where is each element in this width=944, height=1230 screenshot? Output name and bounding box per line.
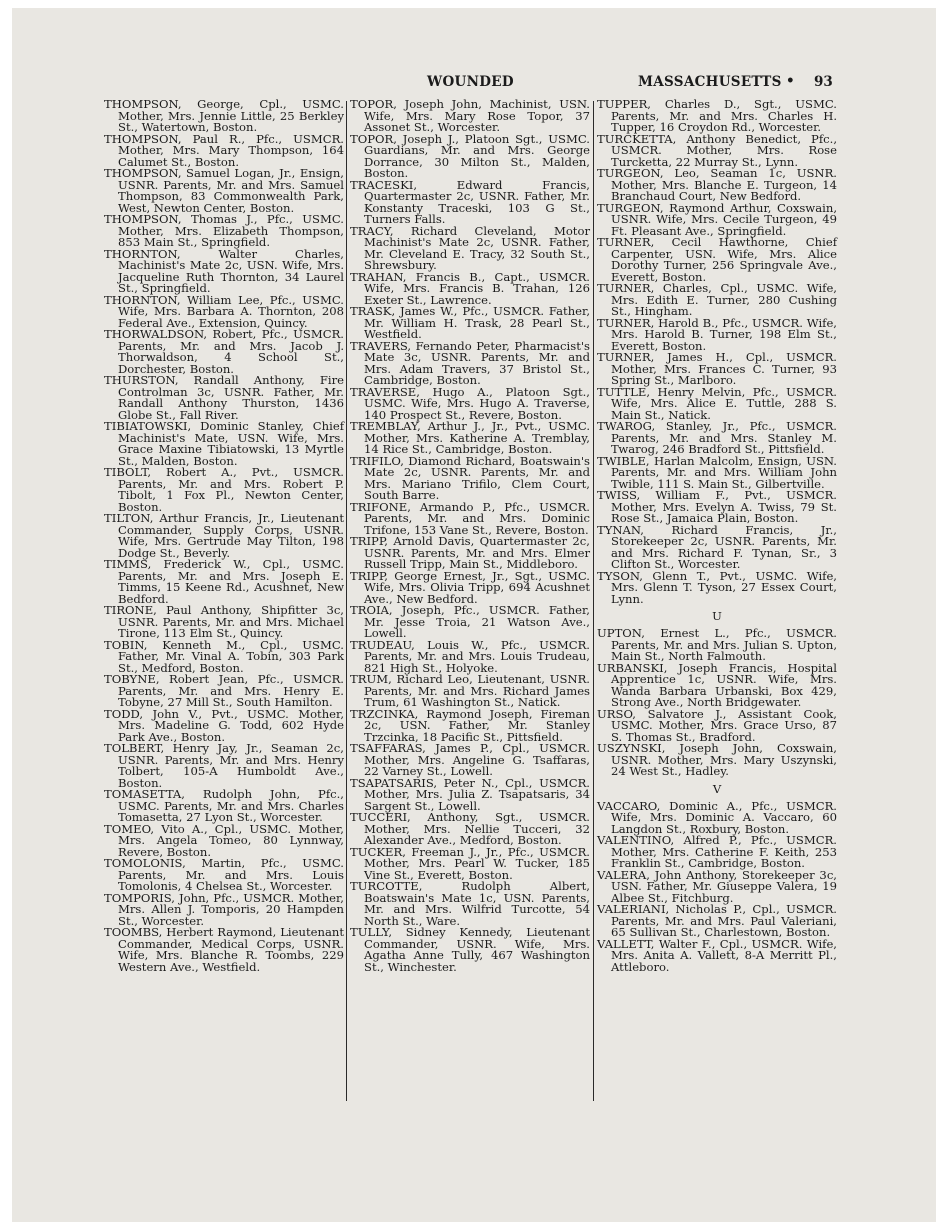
casualty-entry: TRAVERSE, Hugo A., Platoon Sgt., USMC. Wife, Mrs. Hugo A. Traverse, 140 Prospect St., Revere, Boston. <box>350 384 590 422</box>
casualty-entry: THORNTON, Walter Charles, Machinist's Mate 2c, USN. Wife, Mrs. Jacqueline Ruth Thornton, 34 Laurel St., Springfield. <box>104 246 344 295</box>
casualty-entry: TWISS, William F., Pvt., USMCR. Mother, Mrs. Evelyn A. Twiss, 79 St. Rose St., Jamaica Plain, Boston. <box>597 488 837 525</box>
section-letter: V <box>712 781 722 796</box>
casualty-entry: THOMPSON, George, Cpl., USMC. Mother, Mrs. Jennie Little, 25 Berkley St., Watertown, Boston. <box>104 97 344 134</box>
casualty-entry: URBANSKI, Joseph Francis, Hospital Apprentice 1c, USNR. Wife, Mrs. Wanda Barbara Urbanski, Box 429, Strong Ave., North Bridgewater. <box>597 660 837 709</box>
casualty-entry: TYSON, Glenn T., Pvt., USMC. Wife, Mrs. Glenn T. Tyson, 27 Essex Court, Lynn. <box>597 568 837 606</box>
casualty-entry: TURNER, James H., Cpl., USMCR. Mother, Mrs. Frances C. Turner, 93 Spring St., Marlboro. <box>597 350 837 387</box>
column-divider <box>593 101 594 1101</box>
casualty-entry: TOOMBS, Herbert Raymond, Lieutenant Commander, Medical Corps, USNR. Wife, Mrs. Blanche R. Toombs, 229 Western Ave., Westfield. <box>104 925 344 974</box>
casualty-entry: TURNER, Cecil Hawthorne, Chief Carpenter, USN. Wife, Mrs. Alice Dorothy Turner, 256 Springvale Ave., Everett, Boston. <box>597 235 837 284</box>
casualty-entry: TRAVERS, Fernando Peter, Pharmacist's Mate 3c, USNR. Parents, Mr. and Mrs. Adam Travers, 37 Bristol St., Cambridge, Boston. <box>350 338 590 387</box>
casualty-entry: TURGEON, Leo, Seaman 1c, USNR. Mother, Mrs. Blanche E. Turgeon, 14 Branchaud Court, New Bedford. <box>597 166 837 203</box>
casualty-entry: TRAHAN, Francis B., Capt., USMCR. Wife, Mrs. Francis B. Trahan, 126 Exeter St., Lawrence. <box>350 269 590 307</box>
casualty-entry: THURSTON, Randall Anthony, Fire Controlman 3c, USNR. Father, Mr. Randall Anthony Thurston, 1436 Globe St., Fall River. <box>104 373 344 422</box>
casualty-entry: TREMBLAY, Arthur J., Jr., Pvt., USMC. Mother, Mrs. Katherine A. Tremblay, 14 Rice St., Cambridge, Boston. <box>350 419 590 456</box>
header-state-name: MASSACHUSETTS <box>638 74 782 90</box>
column-2 <box>350 99 590 973</box>
casualty-entry: TWAROG, Stanley, Jr., Pfc., USMCR. Parents, Mr. and Mrs. Stanley M. Twarog, 246 Bradford St., Pittsfield. <box>597 419 837 456</box>
casualty-entry: TURCKETTA, Anthony Benedict, Pfc., USMCR. Mother, Mrs. Rose Turcketta, 22 Murray St., Lynn. <box>597 131 837 169</box>
casualty-entry: TRASK, James W., Pfc., USMCR. Father, Mr. William H. Trask, 28 Pearl St., Westfield. <box>350 304 590 341</box>
casualty-entry: THOMPSON, Samuel Logan, Jr., Ensign, USNR. Parents, Mr. and Mrs. Samuel Thompson, 83 Commonwealth Park, West, Newton Center, Boston. <box>104 166 344 215</box>
casualty-entry: USZYNSKI, Joseph John, Coxswain, USNR. Mother, Mrs. Mary Uszynski, 24 West St., Hadley. <box>597 741 837 778</box>
page-header <box>12 74 936 96</box>
column-3 <box>597 99 837 973</box>
casualty-entry: TROIA, Joseph, Pfc., USMCR. Father, Mr. Jesse Troia, 21 Watson Ave., Lowell. <box>350 603 590 640</box>
casualty-entry: THORNTON, William Lee, Pfc., USMC. Wife, Mrs. Barbara A. Thornton, 208 Federal Ave., Extension, Quincy. <box>104 292 344 330</box>
casualty-entry: TOPOR, Joseph J., Platoon Sgt., USMC. Guardians, Mr. and Mrs. George Dorrance, 30 Milton St., Malden, Boston. <box>350 131 590 180</box>
casualty-entry: TOLBERT, Henry Jay, Jr., Seaman 2c, USNR. Parents, Mr. and Mrs. Henry Tolbert, 105-A Humboldt Ave., Boston. <box>104 741 344 790</box>
casualty-entry: VACCARO, Dominic A., Pfc., USMCR. Wife, Mrs. Dominic A. Vaccaro, 60 Langdon St., Roxbury, Boston. <box>597 798 837 836</box>
column-divider <box>346 101 347 1101</box>
casualty-entry: TULLY, Sidney Kennedy, Lieutenant Commander, USNR. Wife, Mrs. Agatha Anne Tully, 467 Washington St., Winchester. <box>350 925 590 974</box>
casualty-entry: THOMPSON, Thomas J., Pfc., USMC. Mother, Mrs. Elizabeth Thompson, 853 Main St., Springfield. <box>104 212 344 249</box>
column-1 <box>104 99 344 973</box>
casualty-entry: TRIFONE, Armando P., Pfc., USMCR. Parents, Mr. and Mrs. Dominic Trifone, 153 Vane St., Revere, Boston. <box>350 499 590 537</box>
casualty-entry: TURCOTTE, Rudolph Albert, Boatswain's Mate 1c, USN. Parents, Mr. and Mrs. Wilfrid Turcotte, 54 North St., Ware. <box>350 879 590 928</box>
casualty-entry: TUPPER, Charles D., Sgt., USMC. Parents, Mr. and Mrs. Charles H. Tupper, 16 Croydon Rd., Worcester. <box>597 97 837 134</box>
casualty-entry: THOMPSON, Paul R., Pfc., USMCR. Mother, Mrs. Mary Thompson, 164 Calumet St., Boston. <box>104 131 344 169</box>
casualty-entry: TURNER, Charles, Cpl., USMC. Wife, Mrs. Edith E. Turner, 280 Cushing St., Hingham. <box>597 281 837 318</box>
header-bullet: • <box>786 73 795 89</box>
casualty-entry: VALLETT, Walter F., Cpl., USMCR. Wife, Mrs. Anita A. Vallett, 8-A Merritt Pl., Attleboro. <box>597 936 837 974</box>
casualty-entry: VALERIANI, Nicholas P., Cpl., USMCR. Parents, Mr. and Mrs. Paul Valeriani, 65 Sullivan St., Charlestown, Boston. <box>597 902 837 939</box>
casualty-entry: TIBIATOWSKI, Dominic Stanley, Chief Machinist's Mate, USN. Wife, Mrs. Grace Maxine Tibiatowski, 13 Myrtle St., Malden, Boston. <box>104 419 344 468</box>
casualty-entry: VALERA, John Anthony, Storekeeper 3c, USN. Father, Mr. Giuseppe Valera, 19 Albee St., Fitchburg. <box>597 867 837 905</box>
casualty-entry: TRACY, Richard Cleveland, Motor Machinist's Mate 2c, USNR. Father, Mr. Cleveland E. Tracy, 32 South St., Shrewsbury. <box>350 223 590 272</box>
casualty-entry: TUCKER, Freeman J., Jr., Pfc., USMCR. Mother, Mrs. Pearl W. Tucker, 185 Vine St., Everett, Boston. <box>350 844 590 882</box>
casualty-entry: TRUM, Richard Leo, Lieutenant, USNR. Parents, Mr. and Mrs. Richard James Trum, 61 Washington St., Natick. <box>350 672 590 709</box>
casualty-entry: URSO, Salvatore J., Assistant Cook, USMC. Mother, Mrs. Grace Urso, 87 S. Thomas St., Bradford. <box>597 706 837 744</box>
casualty-entry: TIMMS, Frederick W., Cpl., USMC. Parents, Mr. and Mrs. Joseph E. Timms, 15 Keene Rd., Acushnet, New Bedford. <box>104 557 344 606</box>
casualty-entry: TWIBLE, Harlan Malcolm, Ensign, USN. Parents, Mr. and Mrs. William John Twible, 111 S. Main St., Gilbertville. <box>597 453 837 491</box>
casualty-entry: TSAFFARAS, James P., Cpl., USMCR. Mother, Mrs. Angeline G. Tsaffaras, 22 Varney St., Lowell. <box>350 741 590 778</box>
casualty-entry: THORWALDSON, Robert, Pfc., USMCR. Parents, Mr. and Mrs. Jacob J. Thorwaldson, 4 School St., Dorchester, Boston. <box>104 327 344 376</box>
casualty-entry: TOMOLONIS, Martin, Pfc., USMC. Parents, Mr. and Mrs. Louis Tomolonis, 4 Chelsea St., Worcester. <box>104 856 344 893</box>
casualty-entry: TRIPP, Arnold Davis, Quartermaster 2c, USNR. Parents, Mr. and Mrs. Elmer Russell Tripp, Main St., Middleboro. <box>350 534 590 571</box>
casualty-entry: TURGEON, Raymond Arthur, Coxswain, USNR. Wife, Mrs. Cecile Turgeon, 49 Ft. Pleasant Ave., Springfield. <box>597 200 837 238</box>
section-letter: U <box>712 609 722 623</box>
casualty-entry: TUCCERI, Anthony, Sgt., USMCR. Mother, Mrs. Nellie Tucceri, 32 Alexander Ave., Medford, Boston. <box>350 810 590 847</box>
casualty-entry: TOMEO, Vito A., Cpl., USMC. Mother, Mrs. Angela Tomeo, 80 Lynnway, Revere, Boston. <box>104 821 344 859</box>
casualty-entry: TUTTLE, Henry Melvin, Pfc., USMCR. Wife, Mrs. Alice E. Tuttle, 288 S. Main St., Natick. <box>597 384 837 422</box>
casualty-entry: TOMASETTA, Rudolph John, Pfc., USMC. Parents, Mr. and Mrs. Charles Tomasetta, 27 Lyon St., Worcester. <box>104 787 344 824</box>
casualty-entry: UPTON, Ernest L., Pfc., USMCR. Parents, Mr. and Mrs. Julian S. Upton, Main St., North Falmouth. <box>597 626 837 663</box>
casualty-entry: VALENTINO, Alfred P., Pfc., USMCR. Mother, Mrs. Catherine F. Keith, 253 Franklin St., Cambridge, Boston. <box>597 833 837 870</box>
document-page <box>12 8 936 1222</box>
header-section-title: WOUNDED <box>427 74 514 90</box>
casualty-entry: TIBOLT, Robert A., Pvt., USMCR. Parents, Mr. and Mrs. Robert P. Tibolt, 1 Fox Pl., Newton Center, Boston. <box>104 465 344 514</box>
casualty-entry: TOPOR, Joseph John, Machinist, USN. Wife, Mrs. Mary Rose Topor, 37 Assonet St., Worcester. <box>350 97 590 134</box>
casualty-entry: TIRONE, Paul Anthony, Shipfitter 3c, USNR. Parents, Mr. and Mrs. Michael Tirone, 113 Elm St., Quincy. <box>104 603 344 640</box>
casualty-entry: TILTON, Arthur Francis, Jr., Lieutenant Commander, Supply Corps, USNR. Wife, Mrs. Gertrude May Tilton, 198 Dodge St., Beverly. <box>104 511 344 560</box>
casualty-entry: TRIFILO, Diamond Richard, Boatswain's Mate 2c, USNR. Parents, Mr. and Mrs. Mariano Trifilo, Clem Court, South Barre. <box>350 453 590 502</box>
page-number: 93 <box>814 74 833 90</box>
casualty-entry: TRUDEAU, Louis W., Pfc., USMCR. Parents, Mr. and Mrs. Louis Trudeau, 821 High St., Holyoke. <box>350 637 590 675</box>
casualty-entry: TOBIN, Kenneth M., Cpl., USMC. Father, Mr. Vinal A. Tobin, 303 Park St., Medford, Boston. <box>104 637 344 675</box>
casualty-entry: TRIPP, George Ernest, Jr., Sgt., USMC. Wife, Mrs. Olivia Tripp, 694 Acushnet Ave., New Bedford. <box>350 568 590 606</box>
casualty-entry: TRZCINKA, Raymond Joseph, Fireman 2c, USN. Father, Mr. Stanley Trzcinka, 18 Pacific St., Pittsfield. <box>350 706 590 744</box>
casualty-entry: TODD, John V., Pvt., USMC. Mother, Mrs. Madeline G. Todd, 602 Hyde Park Ave., Boston. <box>104 706 344 744</box>
casualty-entry: TOMPORIS, John, Pfc., USMCR. Mother, Mrs. Allen J. Tomporis, 20 Hampden St., Worcester. <box>104 890 344 928</box>
casualty-entry: TURNER, Harold B., Pfc., USMCR. Wife, Mrs. Harold B. Turner, 198 Elm St., Everett, Boston. <box>597 315 837 353</box>
casualty-entry: TSAPATSARIS, Peter N., Cpl., USMCR. Mother, Mrs. Julia Z. Tsapatsaris, 34 Sargent St., Lowell. <box>350 775 590 813</box>
casualty-entry: TOBYNE, Robert Jean, Pfc., USMCR. Parents, Mr. and Mrs. Henry E. Tobyne, 27 Mill St., South Hamilton. <box>104 672 344 709</box>
casualty-entry: TRACESKI, Edward Francis, Quartermaster 2c, USNR. Father, Mr. Konstanty Traceski, 103 G St., Turners Falls. <box>350 177 590 226</box>
casualty-entry: TYNAN, Richard Francis, Jr., Storekeeper 2c, USNR. Parents, Mr. and Mrs. Richard F. Tynan, Sr., 3 Clifton St., Worcester. <box>597 522 837 571</box>
